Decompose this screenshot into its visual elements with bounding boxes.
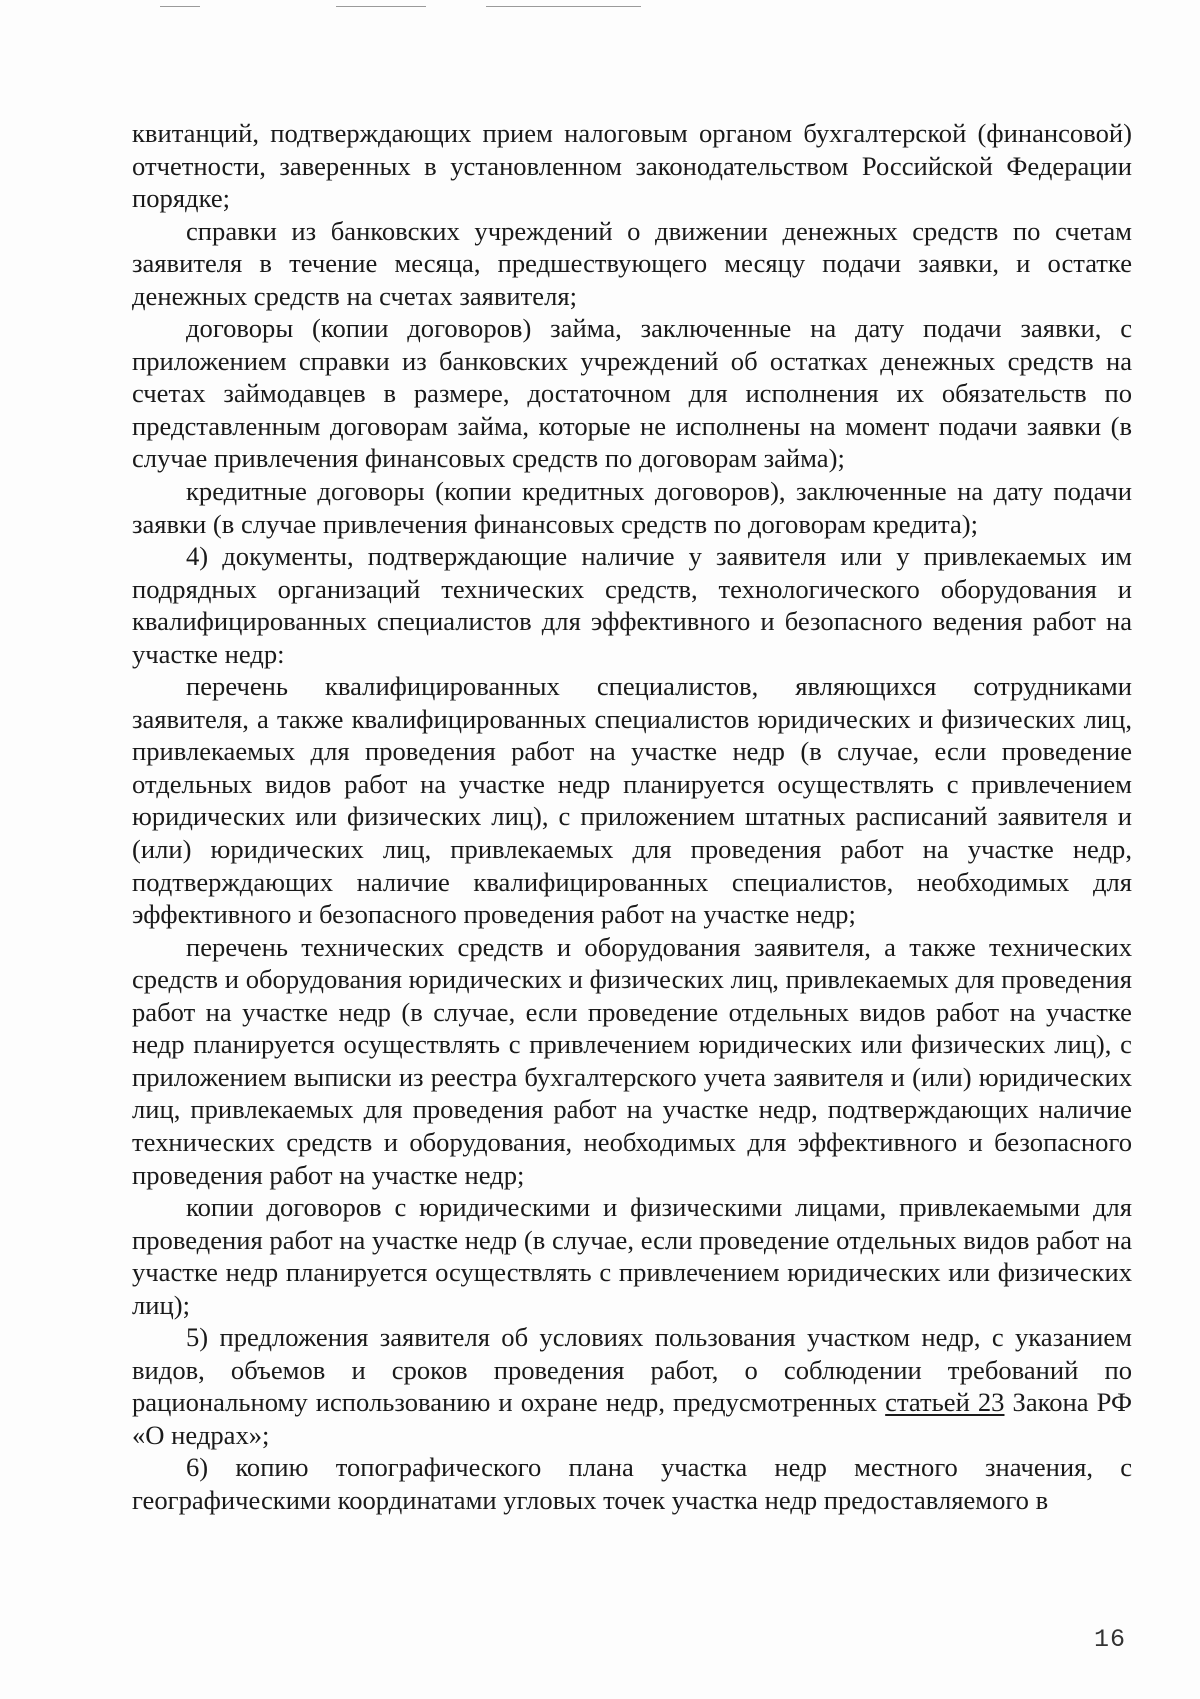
paragraph-equipment-list: перечень технических средств и оборудования заявителя, а также технических средств и оборудования юридических и физических лиц, привлекаемых для проведения работ на участке недр (в случае, если проведение отдельных видов работ на участке недр планируется осуществлять с привлечением юридических или физических лиц), с приложением выписки из реестра бухгалтерского учета заявителя и (или) юридических лиц, привлекаемых для проведения работ на участке недр, подтверждающих наличие технических средств и оборудования, необходимых для эффективного и безопасного проведения работ на участке недр; (132, 931, 1132, 1190)
paragraph-item-5-proposals (132, 1321, 1132, 1451)
scan-mark (486, 6, 641, 7)
paragraph-item-4-documents: 4) документы, подтверждающие наличие у заявителя или у привлекаемых им подрядных организаций технических средств, технологического оборудования и квалифицированных специалистов для эффективного и безопасного ведения работ на участке недр: (132, 541, 1132, 669)
document-body (132, 117, 1132, 1517)
scan-mark (160, 6, 200, 7)
paragraph-loan-agreements: договоры (копии договоров) займа, заключенные на дату подачи заявки, с приложением справки из банковских учреждений об остатках денежных средств на счетах займодавцев в размере, достаточном для исполнения их обязательств по представленным договорам займа, которые не исполнены на момент подачи заявки (в случае привлечения финансовых средств по договорам займа); (132, 313, 1132, 474)
paragraph-credit-agreements: кредитные договоры (копии кредитных договоров), заключенные на дату подачи заявки (в случае привлечения финансовых средств по договорам кредита); (132, 476, 1132, 539)
paragraph-contract-copies: копии договоров с юридическими и физическими лицами, привлекаемыми для проведения работ на участке недр (в случае, если проведение отдельных видов работ на участке недр планируется осуществлять с привлечением юридических или физических лиц); (132, 1192, 1132, 1320)
paragraph-bank-statements: справки из банковских учреждений о движении денежных средств по счетам заявителя в течение месяца, предшествующего месяцу подачи заявки, и остатке денежных средств на счетах заявителя; (132, 215, 1132, 311)
scan-mark (336, 6, 426, 7)
article-23-link[interactable]: статьей 23 (885, 1387, 1005, 1418)
subsoil-law-text: Закона РФ «О недрах»; (132, 1387, 1132, 1450)
page-number: 16 (1094, 1625, 1127, 1654)
proposals-text: 5) предложения заявителя об условиях пользования участком недр, с указанием видов, объемов и сроков проведения работ, о соблюдении требований по рациональному использованию и охране недр, предусмотренных (132, 1322, 1132, 1418)
paragraph-specialists-list: перечень квалифицированных специалистов, являющихся сотрудниками заявителя, а также квалифицированных специалистов юридических и физических лиц, привлекаемых для проведения работ на участке недр (в случае, если проведение отдельных видов работ на участке недр планируется осуществлять с привлечением юридических или физических лиц), с приложением штатных расписаний заявителя и (или) юридических лиц, привлекаемых для проведения работ на участке недр, подтверждающих наличие квалифицированных специалистов, необходимых для эффективного и безопасного проведения работ на участке недр; (132, 671, 1132, 930)
paragraph-receipts: квитанций, подтверждающих прием налоговым органом бухгалтерской (финансовой) отчетности, заверенных в установленном законодательством Российской Федерации порядке; (132, 118, 1132, 214)
scan-edge-marks (0, 0, 1200, 14)
paragraph-item-6-topographic-plan: 6) копию топографического плана участка недр местного значения, с географическими координатами угловых точек участка недр предоставляемого в (132, 1452, 1132, 1515)
